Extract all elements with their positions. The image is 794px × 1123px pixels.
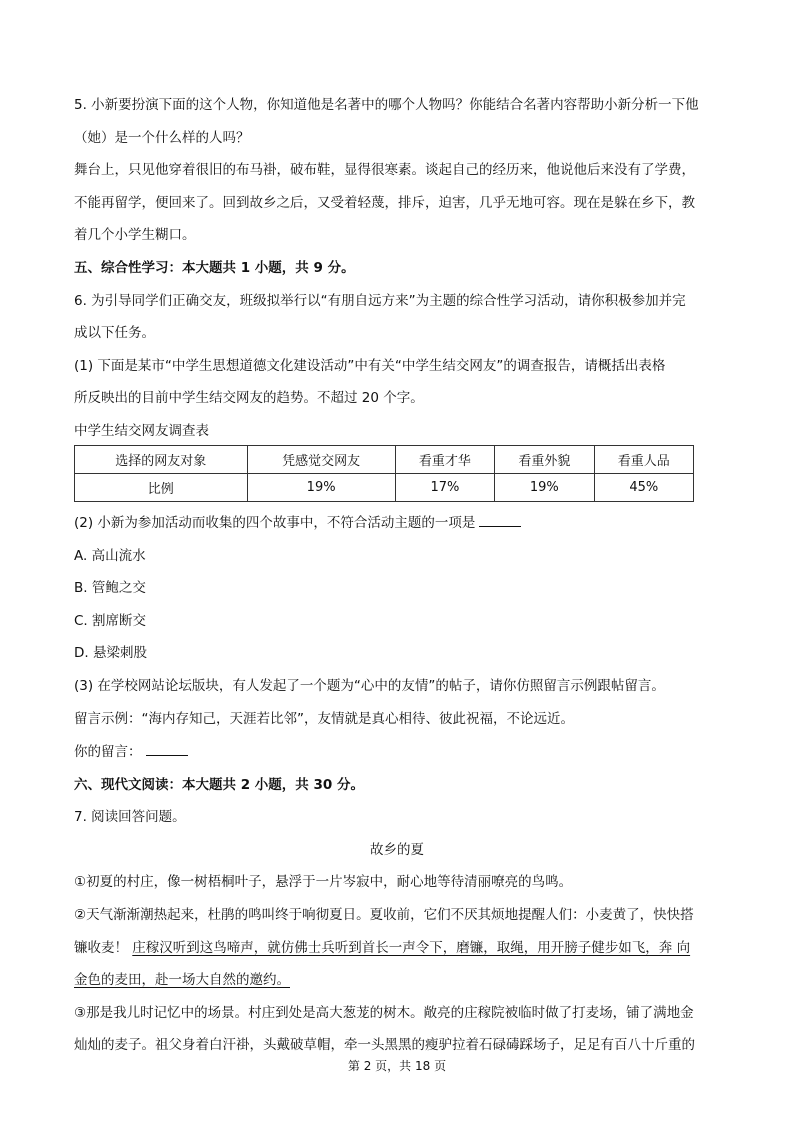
- q5-line2: （她）是一个什么样的人吗？: [74, 129, 250, 146]
- q6-line1: 6. 为引导同学们正确交友，班级拟举行以“有朋自远方来”为主题的综合性学习活动，请你积极参加并完: [74, 292, 686, 309]
- page-footer: 第 2 页，共 18 页: [347, 1059, 447, 1073]
- q6-sub3: (3) 在学校网站论坛版块，有人发起了一个题为“心中的友情”的帖子，请你仿照留言示例跟帖留言。: [74, 677, 665, 694]
- table-title: 中学生结交网友调查表: [74, 422, 209, 439]
- paragraph-2-line2: [74, 938, 720, 958]
- q5-passage-line1: 舞台上，只见他穿着很旧的布马褂，破布鞋，显得很寒素。谈起自己的经历来，他说他后来没有了学费，: [74, 162, 695, 179]
- table-header-cell: 看重外貌: [495, 445, 594, 473]
- table-header-cell: 看重人品: [594, 445, 693, 473]
- q6-sub1-line1: (1) 下面是某市“中学生思想道德文化建设活动”中有关“中学生结交网友”的调查报告，请概括出表格: [74, 357, 666, 374]
- message-example: 留言示例：“海内存知己，天涯若比邻”，友情就是真心相待、彼此祝福，不论远近。: [74, 710, 574, 727]
- paragraph-1: ①初夏的村庄，像一树梧桐叶子，悬浮于一片岑寂中，耐心地等待清丽嘹亮的鸟鸣。: [74, 874, 573, 891]
- q6-sub2: [74, 512, 720, 533]
- q6-sub2-text: (2) 小新为参加活动而收集的四个故事中，不符合活动主题的一项是: [74, 514, 476, 531]
- table-cell: 19%: [495, 473, 594, 501]
- answer-blank[interactable]: [479, 512, 521, 527]
- table-cell: 19%: [247, 473, 395, 501]
- table-header-row: [75, 445, 694, 473]
- table-header-cell: 凭感觉交网友: [247, 445, 395, 473]
- option-b: B. 管鲍之交: [74, 580, 146, 597]
- option-d: D. 悬梁刺股: [74, 645, 147, 662]
- q6-sub1-line2: 所反映出的目前中学生结交网友的趋势。不超过 20 个字。: [74, 390, 424, 407]
- paragraph-3-line2: 灿灿的麦子。祖父身着白汗褂，头戴破草帽，牵一头黑黑的瘦驴拉着石碌碡踩场子，足足有百八十斤重的: [74, 1037, 695, 1054]
- passage-title: 故乡的夏: [370, 841, 424, 858]
- underlined-sentence-end: 金色的麦田，赴一场大自然的邀约。: [74, 972, 290, 989]
- option-a: A. 高山流水: [74, 547, 146, 564]
- q6-line2: 成以下任务。: [74, 325, 155, 342]
- paragraph-2-line3: [74, 970, 720, 990]
- q5-line1: 5. 小新要扮演下面的这个人物，你知道他是名著中的哪个人物吗？你能结合名著内容帮助小新分析一下他: [74, 97, 699, 113]
- table-header-cell: 看重才华: [395, 445, 494, 473]
- table-row: [75, 473, 694, 501]
- paragraph-2-line1: ②天气渐渐潮热起来，杜鹃的鸣叫终于响彻夏日。夏收前，它们不厌其烦地提醒人们：小麦黄了，快快搭: [74, 907, 694, 924]
- document-page: [74, 95, 720, 1068]
- paragraph-2-text: 镰收麦！: [74, 939, 128, 956]
- section5-heading: 五、综合性学习：本大题共 1 小题，共 9 分。: [74, 259, 355, 276]
- your-message: [74, 741, 720, 762]
- table-cell: 比例: [75, 473, 248, 501]
- table-cell: 17%: [395, 473, 494, 501]
- table-cell: 45%: [594, 473, 693, 501]
- underlined-sentence: 庄稼汉听到这鸟啼声，就仿佛士兵听到首长一声令下，磨镰，取绳，用开膀子健步如飞，奔 向: [132, 939, 691, 956]
- table-header-cell: 选择的网友对象: [75, 445, 248, 473]
- paragraph-3-line1: ③那是我儿时记忆中的场景。村庄到处是高大葱茏的树木。敞亮的庄稼院被临时做了打麦场，铺了满地金: [74, 1004, 694, 1021]
- your-message-label: 你的留言：: [74, 744, 142, 761]
- section6-heading: 六、现代文阅读：本大题共 2 小题，共 30 分。: [74, 776, 364, 793]
- message-blank[interactable]: [146, 741, 188, 756]
- q5-passage-line2: 不能再留学，便回来了。回到故乡之后，又受着轻蔑，排斥，迫害，几乎无地可容。现在是躲在乡下，教: [74, 194, 695, 211]
- option-c: C. 割席断交: [74, 612, 147, 629]
- survey-table: [74, 445, 694, 502]
- q7-line1: 7. 阅读回答问题。: [74, 809, 186, 826]
- q5-passage-line3: 着几个小学生糊口。: [74, 227, 196, 244]
